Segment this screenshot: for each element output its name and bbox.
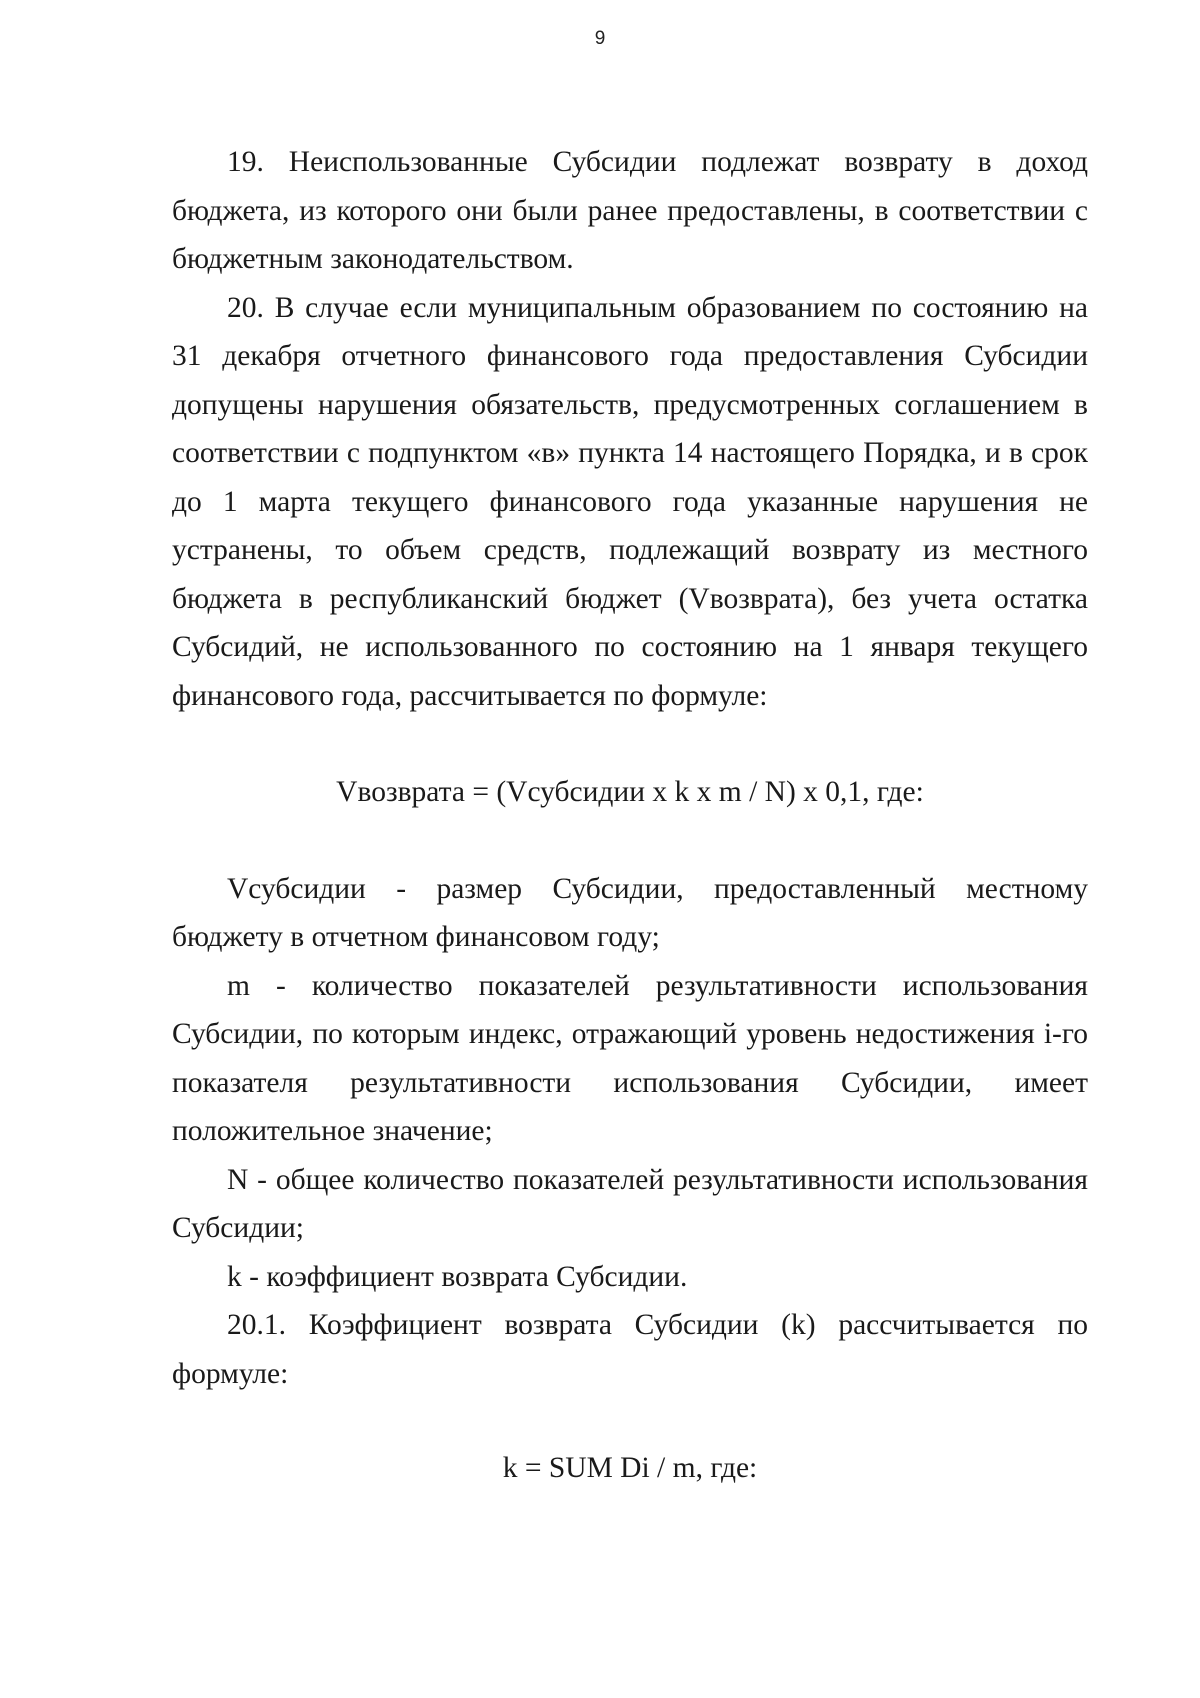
paragraph-20: 20. В случае если муниципальным образованием по состоянию на 31 декабря отчетного финансового года предоставления Субсидии допущены нарушения обязательств, предусмотренных соглашением в соответствии с подпунктом «в» пункта 14 настоящего Порядка, и в срок до 1 марта текущего финансового года указанные нарушения не устранены, то объем средств, подлежащий возврату из местного бюджета в республиканский бюджет (Vвозврата), без учета остатка Субсидий, не использованного по состоянию на 1 января текущего финансового года, рассчитывается по формуле: xyxy=(172,291,1088,712)
definition-v-subsidy: Vсубсидии - размер Субсидии, предоставленный местному бюджету в отчетном финансовом году; xyxy=(172,872,1088,953)
formula-return-volume: Vвозврата = (Vсубсидии x k x m / N) x 0,1, где: xyxy=(336,776,924,808)
paragraph-20-1: 20.1. Коэффициент возврата Субсидии (k) рассчитывается по формуле: xyxy=(172,1309,1088,1390)
paragraph-19: 19. Неиспользованные Субсидии подлежат возврату в доход бюджета, из которого они были ранее предоставлены, в соответствии с бюджетным законодательством. xyxy=(172,146,1088,275)
definition-k: k - коэффициент возврата Субсидии. xyxy=(227,1260,688,1293)
document-body xyxy=(172,138,1088,1493)
definition-n: N - общее количество показателей результативности использования Субсидии; xyxy=(172,1163,1088,1244)
page-number: 9 xyxy=(594,28,606,49)
formula-return-coefficient: k = SUM Di / m, где: xyxy=(502,1452,758,1484)
definition-m: m - количество показателей результативности использования Субсидии, по которым индекс, отражающий уровень недостижения i-го показателя результативности использования Субсидии, имеет положительное значение; xyxy=(172,969,1088,1147)
